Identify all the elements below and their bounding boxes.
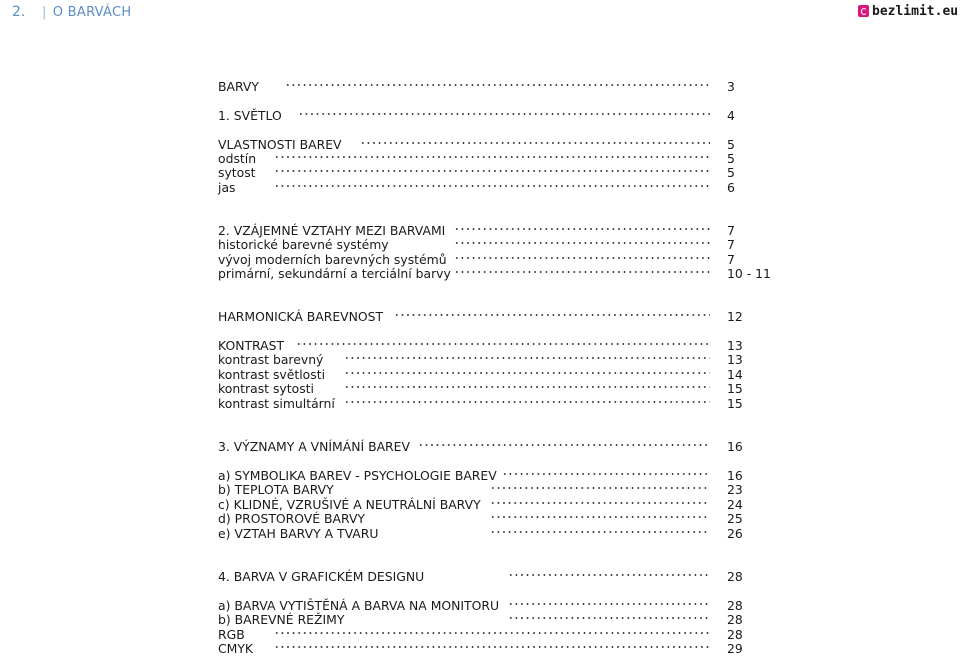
toc-label: kontrast sytosti xyxy=(218,381,314,396)
chapter-number: 2. xyxy=(12,4,26,20)
toc-row[interactable] xyxy=(218,526,748,541)
toc-label: HARMONICKÁ BAREVNOST xyxy=(218,309,384,324)
toc-row[interactable] xyxy=(218,641,748,656)
toc-page: 28 xyxy=(727,612,743,627)
leader-dots xyxy=(454,242,710,244)
leader-dots xyxy=(298,113,710,115)
toc-label: primární, sekundární a terciální barvy xyxy=(218,266,451,281)
toc-label: 2. VZÁJEMNÉ VZTAHY MEZI BARVAMI xyxy=(218,223,446,238)
leader-dots xyxy=(490,531,710,533)
toc-row[interactable] xyxy=(218,266,771,281)
toc-row[interactable] xyxy=(218,381,748,396)
toc-row[interactable] xyxy=(218,352,748,367)
toc-page: 16 xyxy=(727,439,743,454)
leader-dots xyxy=(344,401,710,403)
toc-row[interactable] xyxy=(218,468,748,483)
toc-label: RGB xyxy=(218,627,245,642)
toc-label: b) TEPLOTA BARVY xyxy=(218,482,334,497)
toc-row[interactable] xyxy=(218,223,748,238)
toc-row[interactable] xyxy=(218,396,748,411)
toc-row[interactable] xyxy=(218,137,748,152)
toc-label: sytost xyxy=(218,165,256,180)
toc-page: 4 xyxy=(727,108,735,123)
toc-label: kontrast barevný xyxy=(218,352,324,367)
leader-dots xyxy=(508,617,710,619)
toc-page: 28 xyxy=(727,627,743,642)
toc-label: odstín xyxy=(218,151,257,166)
leader-dots xyxy=(274,646,710,648)
toc-label: 1. SVĚTLO xyxy=(218,108,282,123)
toc-row[interactable] xyxy=(218,309,748,324)
toc-row[interactable] xyxy=(218,151,748,166)
toc-page: 6 xyxy=(727,180,735,195)
toc-page: 25 xyxy=(727,511,743,526)
toc-row[interactable] xyxy=(218,598,748,613)
toc-row[interactable] xyxy=(218,338,748,353)
leader-dots xyxy=(490,516,710,518)
leader-dots xyxy=(274,632,710,634)
toc-label: BARVY xyxy=(218,79,259,94)
toc-page: 5 xyxy=(727,137,735,152)
toc-page: 23 xyxy=(727,482,743,497)
toc-page: 16 xyxy=(727,468,743,483)
toc-label: kontrast simultární xyxy=(218,396,335,411)
toc-label: KONTRAST xyxy=(218,338,285,353)
leader-dots xyxy=(296,343,710,345)
toc-row[interactable] xyxy=(218,511,748,526)
logo-text: bezlimit xyxy=(872,3,935,19)
toc-page: 7 xyxy=(727,237,735,252)
toc-page: 13 xyxy=(727,352,743,367)
toc-row[interactable] xyxy=(218,439,748,454)
toc-row[interactable] xyxy=(218,237,748,252)
toc-row[interactable] xyxy=(218,627,748,642)
leader-dots xyxy=(490,487,710,489)
toc-page: 24 xyxy=(727,497,743,512)
leader-dots xyxy=(344,372,710,374)
leader-dots xyxy=(508,574,710,576)
toc-row[interactable] xyxy=(218,569,748,584)
leader-dots xyxy=(454,228,710,230)
toc-label: jas xyxy=(218,180,236,195)
toc-label: CMYK xyxy=(218,641,254,656)
leader-dots xyxy=(490,502,710,504)
leader-dots xyxy=(508,603,710,605)
leader-dots xyxy=(454,271,710,273)
leader-dots xyxy=(344,357,710,359)
leader-dots xyxy=(285,84,710,86)
toc-label: c) KLIDNÉ, VZRUŠIVÉ A NEUTRÁLNÍ BARVY xyxy=(218,497,481,512)
leader-dots xyxy=(274,185,710,187)
toc-row[interactable] xyxy=(218,79,748,94)
leader-dots xyxy=(454,257,710,259)
leader-dots xyxy=(360,142,710,144)
leader-dots xyxy=(344,386,710,388)
toc-label: a) SYMBOLIKA BAREV - PSYCHOLOGIE BAREV xyxy=(218,468,497,483)
toc-page: 10 - 11 xyxy=(727,266,771,281)
toc-row[interactable] xyxy=(218,108,748,123)
toc-page: 26 xyxy=(727,526,743,541)
logo-tld: .eu xyxy=(934,3,959,19)
toc-row[interactable] xyxy=(218,367,748,382)
leader-dots xyxy=(394,314,710,316)
toc-page: 12 xyxy=(727,309,743,324)
toc-row[interactable] xyxy=(218,180,748,195)
toc-page: 13 xyxy=(727,338,743,353)
toc-page: 28 xyxy=(727,569,743,584)
separator-bar: | xyxy=(42,5,47,20)
chapter-title: O BARVÁCH xyxy=(52,5,132,20)
toc-label: historické barevné systémy xyxy=(218,237,389,252)
toc-page: 5 xyxy=(727,151,735,166)
toc-row[interactable] xyxy=(218,252,748,267)
toc-page: 15 xyxy=(727,396,743,411)
leader-dots xyxy=(274,170,710,172)
toc-label: 4. BARVA V GRAFICKÉM DESIGNU xyxy=(218,569,425,584)
toc-row[interactable] xyxy=(218,165,748,180)
toc-page: 15 xyxy=(727,381,743,396)
toc-page: 7 xyxy=(727,223,735,238)
leader-dots xyxy=(502,473,710,475)
toc-row[interactable] xyxy=(218,482,748,497)
toc-label: e) VZTAH BARVY A TVARU xyxy=(218,526,379,541)
leader-dots xyxy=(274,156,710,158)
toc-label: vývoj moderních barevných systémů xyxy=(218,252,447,267)
toc-row[interactable] xyxy=(218,497,748,512)
toc-label: 3. VÝZNAMY A VNÍMÁNÍ BAREV xyxy=(218,439,410,454)
toc-label: VLASTNOSTI BAREV xyxy=(218,137,342,152)
toc-label: d) PROSTOROVÉ BARVY xyxy=(218,511,365,526)
toc-label: a) BARVA VYTIŠTĚNÁ A BARVA NA MONITORU xyxy=(218,598,500,613)
toc-page: 29 xyxy=(727,641,743,656)
toc-page: 7 xyxy=(727,252,735,267)
toc-page: 3 xyxy=(727,79,735,94)
toc-label: kontrast světlosti xyxy=(218,367,326,382)
toc-page: 14 xyxy=(727,367,743,382)
leader-dots xyxy=(418,444,710,446)
toc-row[interactable] xyxy=(218,612,748,627)
toc-label: b) BAREVNÉ REŽIMY xyxy=(218,612,345,627)
toc-page: 28 xyxy=(727,598,743,613)
toc-page: 5 xyxy=(727,165,735,180)
